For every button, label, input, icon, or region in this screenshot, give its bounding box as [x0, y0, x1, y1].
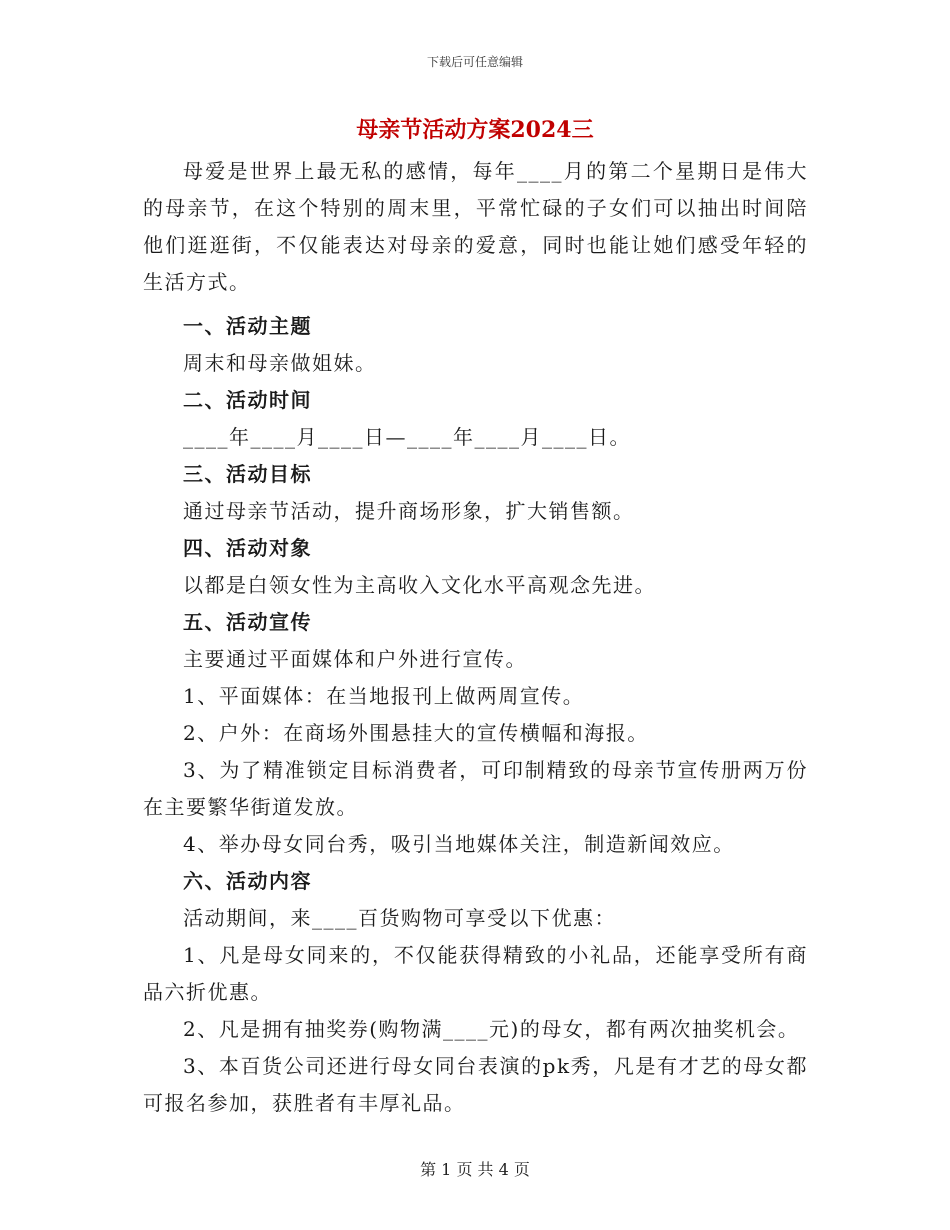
intro-paragraph: 母爱是世界上最无私的感情，每年____月的第二个星期日是伟大的母亲节，在这个特别的周末里，平常忙碌的子女们可以抽出时间陪他们逛逛街，不仅能表达对母亲的爱意，同时也能让她们感受年轻的生活方式。	[143, 159, 808, 294]
section-heading-theme: 一、活动主题	[183, 314, 312, 338]
promotion-text: 主要通过平面媒体和户外进行宣传。	[183, 647, 527, 671]
section-heading-goal: 三、活动目标	[183, 462, 312, 486]
document-body	[143, 153, 808, 1122]
section-heading-audience: 四、活动对象	[183, 536, 312, 560]
content-item-2: 2、凡是拥有抽奖券(购物满____元)的母女，都有两次抽奖机会。	[183, 1017, 800, 1041]
audience-text: 以都是白领女性为主高收入文化水平高观念先进。	[183, 573, 656, 597]
page-number-footer: 第 1 页 共 4 页	[420, 1160, 530, 1179]
goal-text: 通过母亲节活动，提升商场形象，扩大销售额。	[183, 499, 635, 523]
content-item-3: 3、本百货公司还进行母女同台表演的pk秀，凡是有才艺的母女都可报名参加，获胜者有丰厚礼品。	[143, 1054, 808, 1115]
document-title: 母亲节活动方案2024三	[356, 117, 594, 143]
promotion-item-2: 2、户外：在商场外围悬挂大的宣传横幅和海报。	[183, 721, 649, 745]
content-intro: 活动期间，来____百货购物可享受以下优惠：	[183, 906, 616, 930]
theme-text: 周末和母亲做姐妹。	[183, 351, 377, 375]
time-text: ____年____月____日—____年____月____日。	[183, 425, 631, 449]
promotion-item-3: 3、为了精准锁定目标消费者，可印制精致的母亲节宣传册两万份在主要繁华街道发放。	[143, 758, 808, 819]
promotion-item-1: 1、平面媒体：在当地报刊上做两周宣传。	[183, 684, 585, 708]
section-heading-time: 二、活动时间	[183, 388, 312, 412]
content-item-1: 1、凡是母女同来的，不仅能获得精致的小礼品，还能享受所有商品六折优惠。	[143, 943, 808, 1004]
section-heading-content: 六、活动内容	[183, 869, 312, 893]
promotion-item-4: 4、举办母女同台秀，吸引当地媒体关注，制造新闻效应。	[183, 832, 735, 856]
header-note: 下载后可任意编辑	[426, 55, 523, 69]
section-heading-promotion: 五、活动宣传	[183, 610, 312, 634]
